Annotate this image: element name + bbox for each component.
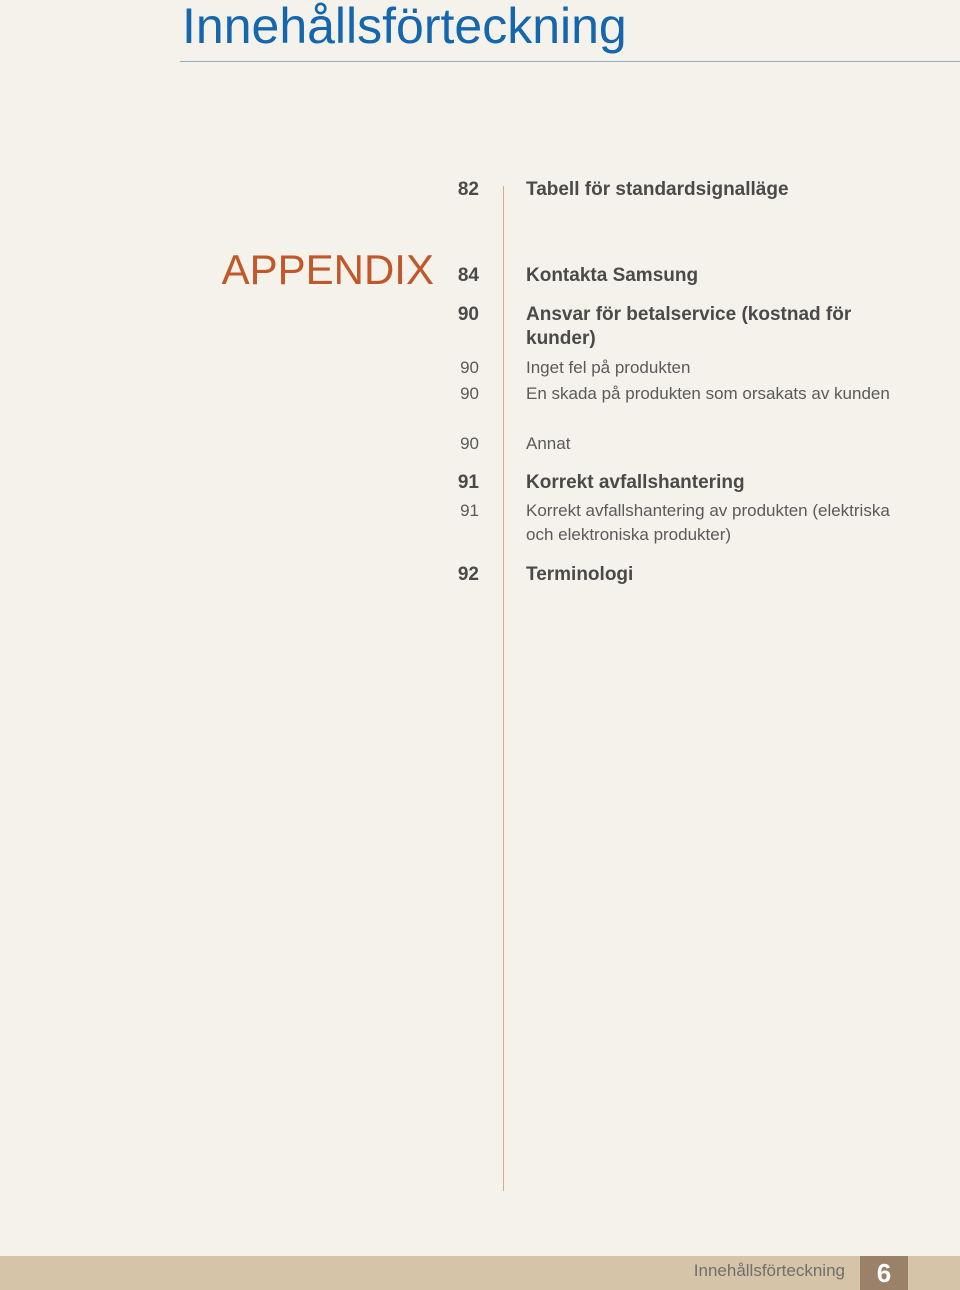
toc-subentry-title: Annat xyxy=(526,434,571,453)
toc-page-number: 92 xyxy=(457,564,479,585)
toc-vertical-divider xyxy=(503,186,504,1191)
toc-page-number: 82 xyxy=(457,179,479,200)
toc-page-number: 90 xyxy=(460,384,479,403)
toc-entry-title: Terminologi xyxy=(526,564,634,585)
toc-subentry-title: Korrekt avfallshantering av produkten (elektriska och elektroniska produkter) xyxy=(526,501,890,544)
toc-entry-title: Tabell för standardsignalläge xyxy=(526,179,789,200)
toc-page-number: 90 xyxy=(457,304,479,325)
page-number-box xyxy=(860,1256,908,1290)
page-number: 6 xyxy=(876,1258,892,1288)
section-label-appendix: APPENDIX xyxy=(221,246,434,293)
toc-page-number: 91 xyxy=(460,501,479,520)
toc-entry-title: Korrekt avfallshantering xyxy=(526,472,745,493)
toc-entry-title: Kontakta Samsung xyxy=(526,265,699,286)
page-title: Innehållsförteckning xyxy=(182,0,627,54)
toc-subentry-title: En skada på produkten som orsakats av kunden xyxy=(526,384,890,403)
toc-entry-title: Ansvar för betalservice (kostnad för kunder) xyxy=(526,304,852,349)
toc-page-number: 90 xyxy=(460,434,479,453)
toc-page-number: 91 xyxy=(457,472,479,493)
toc-page-number: 90 xyxy=(460,358,479,377)
title-divider xyxy=(180,61,960,62)
toc-subentry-title: Inget fel på produkten xyxy=(526,358,691,377)
toc-page-number: 84 xyxy=(457,265,479,286)
footer-section-label: Innehållsförteckning xyxy=(693,1261,845,1280)
